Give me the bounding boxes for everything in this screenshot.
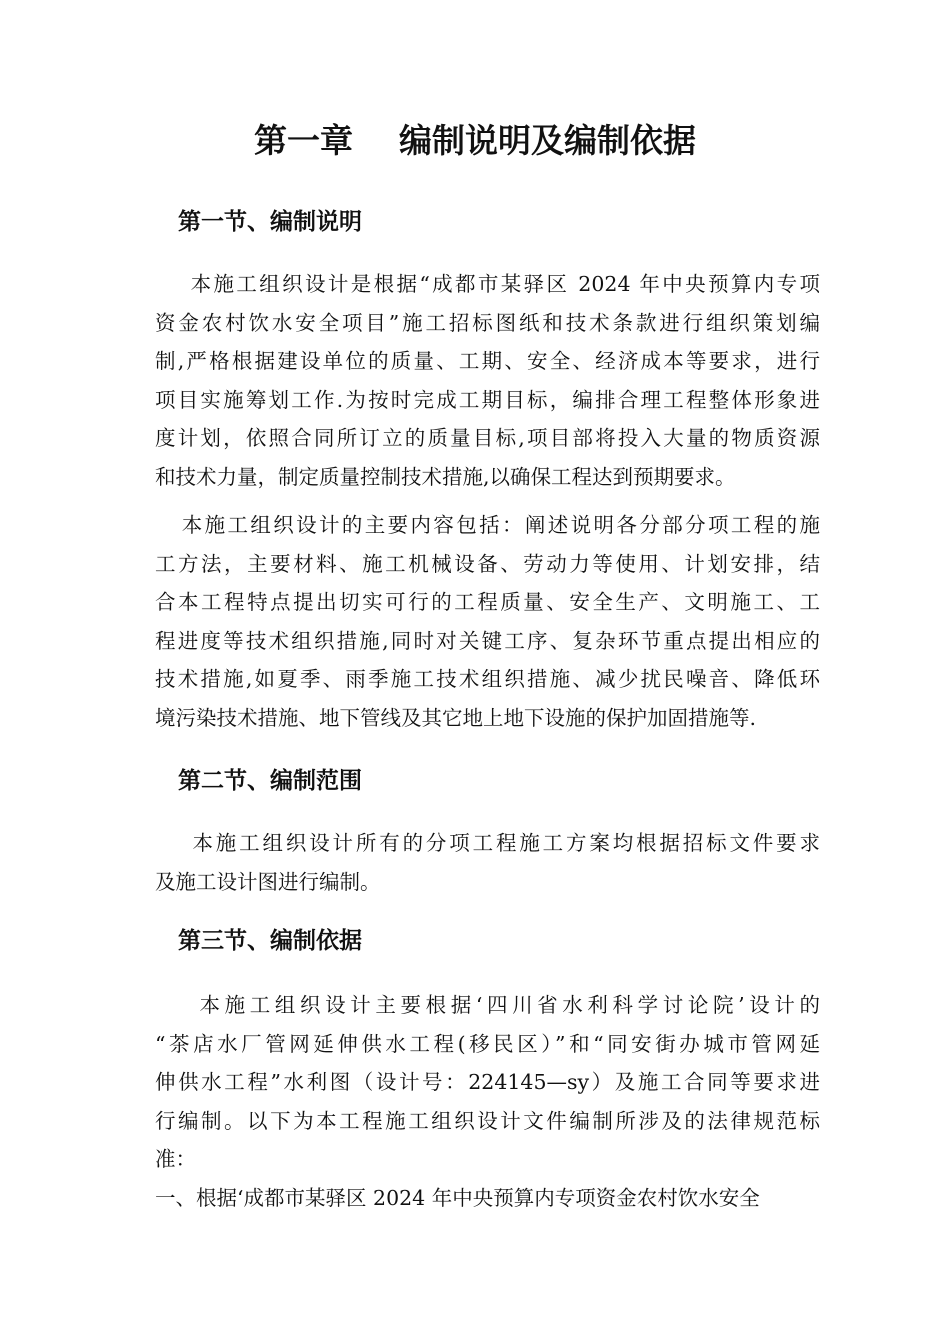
text-line: 合本工程特点提出切实可行的工程质量、安全生产、文明施工、工 — [155, 590, 820, 614]
text-line: 准： — [155, 1147, 196, 1171]
section1-paragraph-1 — [155, 265, 820, 496]
text-line: 及施工设计图进行编制。 — [155, 869, 381, 894]
text-line: 程进度等技术组织措施,同时对关键工序、复杂环节重点提出相应的 — [155, 628, 820, 653]
section1-paragraph-2 — [155, 506, 820, 737]
text-line: 制,严格根据建设单位的质量、工期、安全、经济成本等要求，进行 — [155, 349, 820, 373]
text-line: 技术措施,如夏季、雨季施工技术组织措施、减少扰民噪音、降低环 — [155, 667, 820, 691]
section-heading-1: 第一节、编制说明 — [178, 209, 362, 235]
text-line: “茶店水厂管网延伸供水工程(移民区）”和“同安街办城市管网延 — [155, 1031, 820, 1056]
text-line: 本施工组织设计是根据“成都市某驿区 2024 年中央预算内专项 — [155, 272, 820, 296]
text-line: 度计划，依照合同所订立的质量目标,项目部将投入大量的物质资源 — [155, 426, 820, 450]
text-line: 本施工组织设计所有的分项工程施工方案均根据招标文件要求 — [155, 831, 820, 855]
list-item: 一、根据‘成都市某驿区 2024 年中央预算内专项资金农村饮水安全 — [155, 1185, 760, 1210]
section-heading-3: 第三节、编制依据 — [178, 928, 362, 954]
text-line: 境污染技术措施、地下管线及其它地上地下设施的保护加固措施等. — [155, 705, 757, 730]
text-line: 工方法，主要材料、施工机械设备、劳动力等使用、计划安排，结 — [155, 551, 820, 576]
text-line: 行编制。以下为本工程施工组织设计文件编制所涉及的法律规范标 — [155, 1108, 820, 1133]
section3-paragraph — [155, 986, 820, 1217]
text-line: 和技术力量，制定质量控制技术措施,以确保工程达到预期要求。 — [155, 464, 736, 489]
text-line: 本施工组织设计的主要内容包括：阐述说明各分部分项工程的施 — [155, 513, 820, 537]
chapter-title: 第一章 编制说明及编制依据 — [254, 121, 696, 160]
text-line: 项目实施筹划工作.为按时完成工期目标，编排合理工程整体形象进 — [155, 387, 820, 412]
section-heading-2: 第二节、编制范围 — [178, 768, 362, 794]
text-line: 本施工组织设计主要根据‘四川省水利科学讨论院’设计的 — [155, 993, 820, 1017]
text-line: 伸供水工程”水利图（设计号：224145—sy）及施工合同等要求进 — [155, 1070, 820, 1094]
text-line: 资金农村饮水安全项目”施工招标图纸和技术条款进行组织策划编 — [155, 310, 820, 335]
section2-paragraph — [155, 824, 820, 901]
